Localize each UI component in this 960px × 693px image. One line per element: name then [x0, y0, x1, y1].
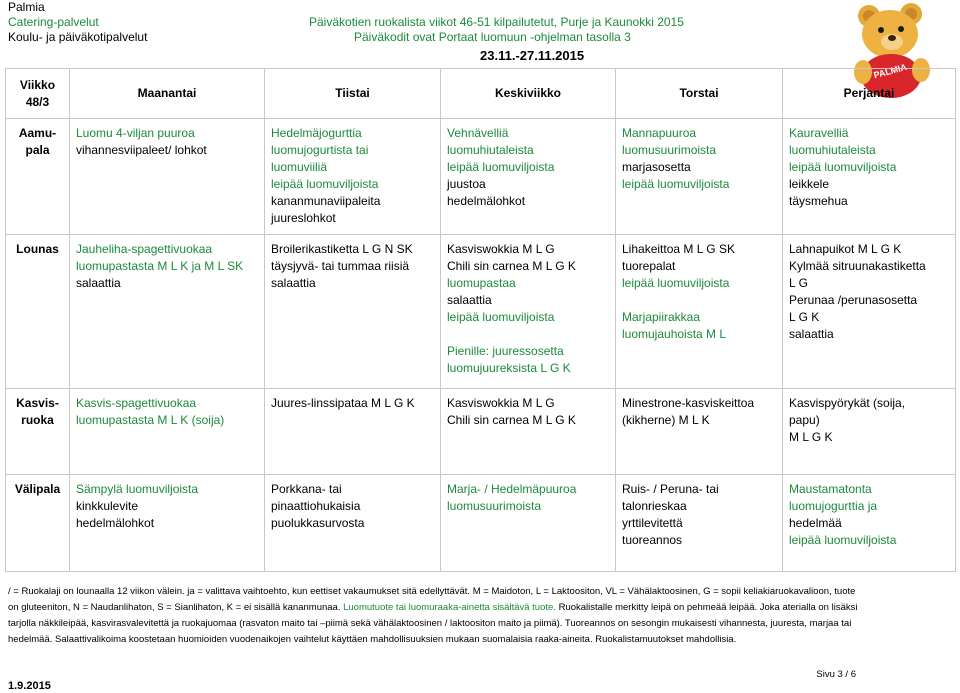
menu-item: kananmunaviipaleita	[271, 194, 381, 208]
menu-item: Marjapiirakkaa	[622, 310, 701, 324]
menu-row	[6, 475, 956, 572]
menu-item: juureslohkot	[271, 211, 336, 225]
menu-item: Minestrone-kasviskeittoa	[622, 396, 755, 410]
meal-label-text: ruoka	[21, 413, 54, 427]
menu-item: (kikherne) M L K	[622, 413, 710, 427]
menu-item: leipää luomuviljoista	[447, 160, 555, 174]
menu-cell	[616, 119, 783, 235]
menu-item: salaattia	[271, 276, 316, 290]
meal-label-text: Välipala	[14, 482, 61, 496]
menu-item: Chili sin carnea M L G K	[447, 259, 576, 273]
menu-cell	[265, 119, 441, 235]
menu-item: Kasvis-spagettivuokaa	[76, 396, 197, 410]
menu-item: juustoa	[447, 177, 486, 191]
menu-row	[6, 389, 956, 475]
menu-cell	[70, 389, 265, 475]
menu-cell	[441, 235, 616, 389]
day-header: Torstai	[616, 69, 783, 119]
meal-label-text: Kasvis-	[16, 396, 59, 410]
day-header: Tiistai	[265, 69, 441, 119]
menu-item: Vehnävelliä	[447, 126, 509, 140]
menu-item: marjasosetta	[622, 160, 691, 174]
menu-item: täysjyvä- tai tummaa riisiä	[271, 259, 410, 273]
menu-cell	[441, 119, 616, 235]
menu-spacer	[447, 326, 609, 343]
menu-item: luomuhiutaleista	[447, 143, 534, 157]
meal-label	[6, 235, 70, 389]
meal-label-text: Aamu-	[18, 126, 57, 140]
menu-item: Porkkana- tai	[271, 482, 342, 496]
day-header: Keskiviikko	[441, 69, 616, 119]
footnote-line-3: tarjolla näkkileipää, kasvirasvalevitettä ja ruokajuomaa (rasvaton maito tai –piimä sekä vähälaktoosinen / laktoositon maito ja piimä). Tuoreannos on sesongin mukaisesti vihannesta, juuresta, marjaa tai	[8, 618, 852, 629]
menu-table	[5, 68, 956, 572]
page-subtitle: Päiväkodit ovat Portaat luomuun -ohjelman tasolla 3	[354, 30, 631, 44]
menu-item: yrttilevitettä	[622, 516, 683, 530]
menu-item: leipää luomuviljoista	[789, 533, 897, 547]
menu-cell	[783, 475, 956, 572]
menu-item: luomupastasta M L K (soija)	[76, 413, 225, 427]
menu-cell	[783, 389, 956, 475]
meal-label-text: Lounas	[16, 242, 59, 256]
menu-item: luomujauhoista M L	[622, 327, 727, 341]
footnote-line-1: / = Ruokalaji on lounaalla 12 viikon välein. ja = valittava vaihtoehto, kun eettiset vakaumukset sitä edellyttävät. M = Maidoton, L = Laktoositon, VL = Vähälaktoosinen, G = sopii keliakiaruokavalioon, tuote	[8, 586, 856, 597]
menu-item: täysmehua	[789, 194, 848, 208]
menu-item: hedelmää	[789, 516, 842, 530]
menu-item: leipää luomuviljoista	[447, 310, 555, 324]
menu-item: puolukkasurvosta	[271, 516, 365, 530]
day-header: Maanantai	[70, 69, 265, 119]
menu-row	[6, 235, 956, 389]
menu-item: luomupastasta M L K ja M L SK	[76, 259, 244, 273]
menu-item: hedelmälohkot	[447, 194, 526, 208]
menu-cell	[265, 475, 441, 572]
menu-item: Kauravelliä	[789, 126, 849, 140]
menu-item: leikkele	[789, 177, 830, 191]
menu-item: salaattia	[789, 327, 834, 341]
menu-item: luomujogurtista tai	[271, 143, 369, 157]
menu-item: Luomu 4-viljan puuroa	[76, 126, 195, 140]
footnote-line-2	[8, 600, 857, 615]
menu-cell	[616, 389, 783, 475]
menu-item: salaattia	[76, 276, 121, 290]
menu-item: Mannapuuroa	[622, 126, 697, 140]
menu-item: Kasviswokkia M L G	[447, 396, 555, 410]
header-row	[6, 69, 956, 119]
menu-item: pinaattiohukaisia	[271, 499, 361, 513]
menu-item: Marja- / Hedelmäpuuroa	[447, 482, 577, 496]
week-header	[6, 69, 70, 119]
menu-item: Jauheliha-spagettivuokaa	[76, 242, 213, 256]
menu-item: Maustamatonta	[789, 482, 872, 496]
menu-item: luomupastaa	[447, 276, 516, 290]
menu-cell	[783, 235, 956, 389]
menu-item: luomujuureksista L G K	[447, 361, 571, 375]
menu-item: Hedelmäjogurttia	[271, 126, 362, 140]
menu-item: Pienille: juuressosetta	[447, 344, 564, 358]
week-number: 48/3	[25, 94, 50, 109]
menu-cell	[70, 119, 265, 235]
menu-cell	[616, 235, 783, 389]
service-name: Koulu- ja päiväkotipalvelut	[8, 30, 148, 44]
menu-item: Lihakeittoa M L G SK	[622, 242, 735, 256]
footnote-line-4: hedelmää. Salaattivalikoima koostetaan huomioiden vuodenaikojen vaihtelut käyttäen mahdollisuuksien mukaan suomalaisia raaka-aineita. Ruokalistamuutokset mahdollisia.	[8, 634, 737, 645]
menu-item: Perunaa /perunasosetta	[789, 293, 918, 307]
menu-item: luomusuurimoista	[622, 143, 717, 157]
org-name: Palmia	[8, 0, 45, 14]
menu-item: vihannesviipaleet/ lohkot	[76, 143, 207, 157]
menu-item: Ruis- / Peruna- tai	[622, 482, 719, 496]
menu-item: Kasvispyörykät (soija,	[789, 396, 906, 410]
menu-item: luomuviiliä	[271, 160, 328, 174]
page-number: Sivu 3 / 6	[816, 669, 856, 680]
meal-label	[6, 475, 70, 572]
menu-item: M L G K	[789, 430, 833, 444]
menu-cell	[265, 235, 441, 389]
meal-label-text: pala	[25, 143, 50, 157]
week-label: Viikko	[19, 77, 56, 92]
menu-cell	[70, 475, 265, 572]
logo-badge: PALMIA	[872, 61, 908, 81]
menu-item: L G	[789, 276, 808, 290]
menu-item: kinkkulevite	[76, 499, 139, 513]
menu-cell	[783, 119, 956, 235]
menu-spacer	[622, 292, 776, 309]
footnote-abbreviations: on gluteeniton, N = Naudanlihaton, S = Sianlihaton, K = ei sisällä kananmunaa.	[8, 602, 341, 613]
menu-item: talonrieskaa	[622, 499, 687, 513]
meal-label	[6, 389, 70, 475]
menu-item: tuoreannos	[622, 533, 683, 547]
page-title: Päiväkotien ruokalista viikot 46-51 kilpailutetut, Purje ja Kaunokki 2015	[309, 15, 684, 29]
menu-cell	[616, 475, 783, 572]
menu-item: leipää luomuviljoista	[271, 177, 379, 191]
menu-item: Broilerikastiketta L G N SK	[271, 242, 413, 256]
menu-item: Juures-linssipataa M L G K	[271, 396, 415, 410]
menu-item: Kylmää sitruunakastiketta	[789, 259, 926, 273]
menu-item: papu)	[789, 413, 820, 427]
menu-item: Lahnapuikot M L G K	[789, 242, 902, 256]
menu-item: luomujogurttia ja	[789, 499, 878, 513]
menu-item: leipää luomuviljoista	[789, 160, 897, 174]
menu-item: luomusuurimoista	[447, 499, 542, 513]
menu-item: leipää luomuviljoista	[622, 177, 730, 191]
footnote-bread: Ruokalistalle merkitty leipä on pehmeää leipää. Joka aterialla on lisäksi	[558, 602, 858, 613]
day-header: Perjantai	[783, 69, 956, 119]
menu-item: luomuhiutaleista	[789, 143, 876, 157]
document-date: 1.9.2015	[8, 680, 51, 692]
menu-item: salaattia	[447, 293, 492, 307]
menu-cell	[441, 389, 616, 475]
menu-item: Sämpylä luomuviljoista	[76, 482, 199, 496]
menu-item: Kasviswokkia M L G	[447, 242, 555, 256]
menu-row	[6, 119, 956, 235]
menu-cell	[70, 235, 265, 389]
menu-item: hedelmälohkot	[76, 516, 155, 530]
menu-item: L G K	[789, 310, 820, 324]
menu-item: tuorepalat	[622, 259, 676, 273]
unit-name: Catering-palvelut	[8, 15, 99, 29]
menu-cell	[265, 389, 441, 475]
footnote-organic-legend: Luomutuote tai luomuraaka-ainetta sisältävä tuote.	[343, 602, 556, 613]
menu-item: Chili sin carnea M L G K	[447, 413, 576, 427]
menu-cell	[441, 475, 616, 572]
date-range: 23.11.-27.11.2015	[480, 48, 585, 63]
meal-label	[6, 119, 70, 235]
menu-item: leipää luomuviljoista	[622, 276, 730, 290]
